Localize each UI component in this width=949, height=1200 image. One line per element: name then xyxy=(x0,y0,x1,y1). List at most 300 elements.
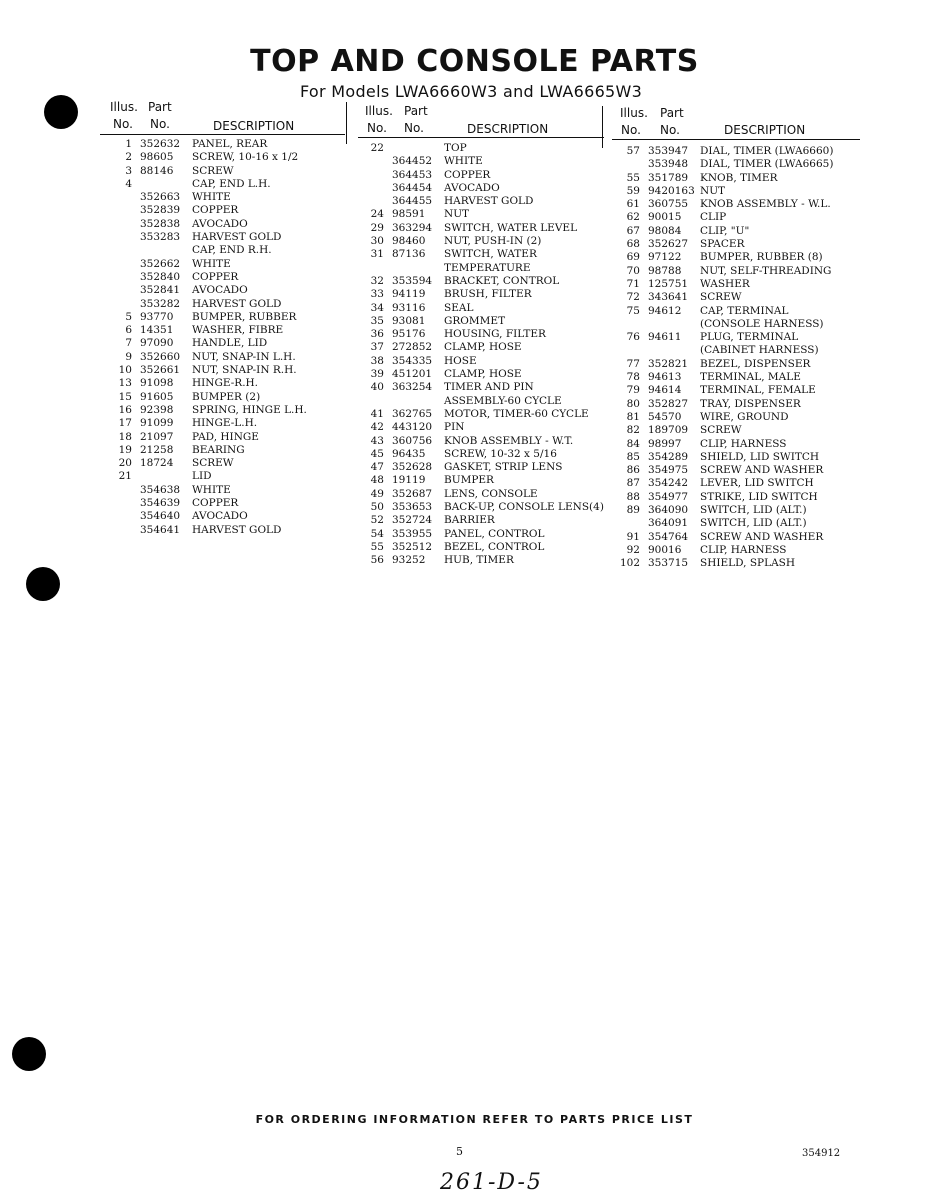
part-description: NUT, SNAP-IN R.H. xyxy=(192,364,297,377)
table-row xyxy=(618,305,863,318)
table-row xyxy=(362,395,607,408)
part-number: 354977 xyxy=(648,490,689,503)
part-number: 451201 xyxy=(392,368,433,381)
part-description: NUT, SELF-THREADING xyxy=(700,264,832,277)
part-number: 272852 xyxy=(392,341,433,354)
table-row xyxy=(618,145,863,158)
illus-number: 71 xyxy=(626,277,640,290)
part-description: HINGE-L.H. xyxy=(192,417,258,430)
part-description: PLUG, TERMINAL xyxy=(700,331,799,344)
illus-number: 84 xyxy=(626,437,640,450)
illus-number: 21 xyxy=(118,470,132,483)
part-number: 443120 xyxy=(392,421,433,434)
illus-number: 57 xyxy=(626,145,640,157)
table-row xyxy=(618,531,863,544)
part-number: 95176 xyxy=(392,328,426,341)
illus-number: 6 xyxy=(125,324,132,337)
part-description: SHIELD, SPLASH xyxy=(700,557,796,570)
table-row xyxy=(618,211,863,224)
table-row xyxy=(362,355,607,368)
part-description: (CABINET HARNESS) xyxy=(700,344,819,357)
part-description: PAD, HINGE xyxy=(192,430,259,443)
part-number: 354242 xyxy=(648,477,689,490)
page-title: TOP AND CONSOLE PARTS xyxy=(250,44,699,79)
part-description: KNOB ASSEMBLY - W.T. xyxy=(444,434,574,447)
table-row xyxy=(362,169,607,182)
table-row xyxy=(110,191,345,204)
column-header xyxy=(362,100,607,136)
illus-number: 59 xyxy=(626,184,640,197)
illus-number: 36 xyxy=(370,328,384,341)
part-number: 352632 xyxy=(140,138,181,150)
part-description: HARVEST GOLD xyxy=(444,195,534,208)
illus-number: 52 xyxy=(370,514,384,527)
table-row xyxy=(362,554,607,567)
illus-number: 34 xyxy=(370,301,384,314)
part-description: HOSE xyxy=(444,354,477,367)
part-description: SPRING, HINGE L.H. xyxy=(192,403,307,416)
parts-list xyxy=(110,138,345,537)
illus-number: 49 xyxy=(370,487,384,500)
table-row xyxy=(618,278,863,291)
part-description: WHITE xyxy=(192,191,231,204)
part-number: 93116 xyxy=(392,301,426,314)
part-number: 98788 xyxy=(648,264,682,277)
table-row xyxy=(110,444,345,457)
part-description: LID xyxy=(192,470,212,483)
part-description: BEZEL, CONTROL xyxy=(444,540,545,553)
part-description: LENS, CONSOLE xyxy=(444,487,538,500)
header-part-no: No. xyxy=(150,117,170,131)
table-row xyxy=(618,411,863,424)
part-description: PANEL, REAR xyxy=(192,138,268,150)
part-description: CLAMP, HOSE xyxy=(444,341,522,354)
illus-number: 72 xyxy=(626,291,640,304)
illus-number: 15 xyxy=(118,390,132,403)
part-description: SCREW xyxy=(700,424,742,437)
parts-column-2 xyxy=(362,100,607,567)
illus-number: 20 xyxy=(118,457,132,470)
header-rule xyxy=(612,139,860,140)
illus-number: 102 xyxy=(619,557,640,570)
illus-number: 70 xyxy=(626,264,640,277)
part-number: 353594 xyxy=(392,274,433,287)
part-description: BEZEL, DISPENSER xyxy=(700,357,811,370)
table-row xyxy=(362,461,607,474)
table-row xyxy=(618,477,863,490)
part-number: 364090 xyxy=(648,504,689,517)
table-row xyxy=(618,225,863,238)
part-number: 352662 xyxy=(140,257,181,270)
part-number: 94119 xyxy=(392,288,426,301)
part-description: HARVEST GOLD xyxy=(192,297,282,310)
illus-number: 68 xyxy=(626,238,640,251)
part-description: BUMPER, RUBBER (8) xyxy=(700,251,823,264)
part-number: 354764 xyxy=(648,530,689,543)
illus-number: 47 xyxy=(370,461,384,474)
table-row xyxy=(110,258,345,271)
part-description: AVOCADO xyxy=(444,181,500,194)
illus-number: 37 xyxy=(370,341,384,354)
part-number: 88146 xyxy=(140,164,174,177)
table-row xyxy=(110,457,345,470)
part-description: WHITE xyxy=(444,155,483,168)
illus-number: 50 xyxy=(370,501,384,514)
illus-number: 92 xyxy=(626,543,640,556)
illus-number: 32 xyxy=(370,274,384,287)
part-number: 19119 xyxy=(392,474,426,487)
part-number: 90015 xyxy=(648,211,682,224)
document-number: 354912 xyxy=(802,1148,841,1159)
illus-number: 29 xyxy=(370,221,384,234)
illus-number: 33 xyxy=(370,288,384,301)
part-description: SCREW AND WASHER xyxy=(700,464,824,477)
table-row xyxy=(110,404,345,417)
table-row xyxy=(110,364,345,377)
illus-number: 62 xyxy=(626,211,640,224)
handwritten-note: 261-D-5 xyxy=(440,1170,543,1195)
part-number: 91098 xyxy=(140,377,174,390)
table-row xyxy=(362,142,607,155)
part-description: COPPER xyxy=(192,497,239,510)
part-description: SWITCH, WATER xyxy=(444,248,537,261)
part-number: 94613 xyxy=(648,371,682,384)
table-row xyxy=(110,298,345,311)
part-number: 364455 xyxy=(392,195,433,208)
table-row xyxy=(110,231,345,244)
part-number: 21097 xyxy=(140,430,174,443)
illus-number: 7 xyxy=(125,337,132,350)
table-row xyxy=(110,324,345,337)
part-description: NUT xyxy=(444,208,470,221)
part-number: 92398 xyxy=(140,403,174,416)
part-description: AVOCADO xyxy=(192,510,248,523)
table-row xyxy=(110,138,345,151)
table-row xyxy=(618,331,863,344)
illus-number: 19 xyxy=(118,443,132,456)
part-number: 90016 xyxy=(648,543,682,556)
parts-column-3 xyxy=(618,100,863,570)
table-row xyxy=(618,198,863,211)
part-number: 363254 xyxy=(392,381,433,394)
table-row xyxy=(618,504,863,517)
part-description: BARRIER xyxy=(444,514,495,527)
header-illus: Illus. xyxy=(620,106,648,120)
part-description: SCREW AND WASHER xyxy=(700,530,824,543)
part-description: SCREW, 10-32 x 5/16 xyxy=(444,447,557,460)
table-row xyxy=(618,185,863,198)
part-description: HOUSING, FILTER xyxy=(444,328,546,341)
part-description: HUB, TIMER xyxy=(444,554,514,567)
illus-number: 87 xyxy=(626,477,640,490)
binder-hole-top xyxy=(44,95,78,129)
part-description: CAP, END R.H. xyxy=(192,244,272,257)
table-row xyxy=(362,435,607,448)
header-rule xyxy=(100,134,345,135)
ordering-note: FOR ORDERING INFORMATION REFER TO PARTS PRICE LIST xyxy=(255,1113,694,1126)
table-row xyxy=(618,464,863,477)
header-description: DESCRIPTION xyxy=(724,123,806,137)
header-rule xyxy=(358,137,604,138)
table-row xyxy=(110,165,345,178)
part-number: 352663 xyxy=(140,191,181,204)
table-row xyxy=(618,291,863,304)
part-number: 91605 xyxy=(140,390,174,403)
part-number: 354638 xyxy=(140,483,181,496)
column-header xyxy=(110,100,345,136)
illus-number: 40 xyxy=(370,381,384,394)
part-number: 189709 xyxy=(648,424,689,437)
table-row xyxy=(618,517,863,530)
part-number: 18724 xyxy=(140,457,174,470)
part-description: CLIP xyxy=(700,211,727,224)
binder-hole-bottom xyxy=(12,1037,46,1071)
part-number: 364091 xyxy=(648,517,689,530)
part-number: 98084 xyxy=(648,224,682,237)
part-description: BEARING xyxy=(192,443,245,456)
illus-number: 88 xyxy=(626,490,640,503)
illus-number: 16 xyxy=(118,403,132,416)
illus-number: 80 xyxy=(626,397,640,410)
table-row xyxy=(362,328,607,341)
part-description: SCREW xyxy=(192,457,234,470)
illus-number: 10 xyxy=(118,364,132,377)
illus-number: 91 xyxy=(626,530,640,543)
table-row xyxy=(110,391,345,404)
parts-list xyxy=(362,142,607,568)
page-subtitle: For Models LWA6660W3 and LWA6665W3 xyxy=(300,82,643,101)
part-description: NUT, PUSH-IN (2) xyxy=(444,235,542,248)
part-number: 354640 xyxy=(140,510,181,523)
part-number: 87136 xyxy=(392,248,426,261)
table-row xyxy=(618,371,863,384)
part-number: 343641 xyxy=(648,291,689,304)
part-description: CLAMP, HOSE xyxy=(444,368,522,381)
part-description: CAP, TERMINAL xyxy=(700,304,789,317)
part-number: 363294 xyxy=(392,221,433,234)
part-description: DIAL, TIMER (LWA6660) xyxy=(700,145,834,157)
part-description: CLIP, HARNESS xyxy=(700,437,787,450)
part-number: 96435 xyxy=(392,447,426,460)
part-number: 360756 xyxy=(392,434,433,447)
illus-number: 86 xyxy=(626,464,640,477)
part-description: HARVEST GOLD xyxy=(192,231,282,244)
table-row xyxy=(110,524,345,537)
table-row xyxy=(362,408,607,421)
table-row xyxy=(362,501,607,514)
column-divider-2 xyxy=(602,106,603,148)
table-row xyxy=(618,557,863,570)
part-number: 354335 xyxy=(392,354,433,367)
part-number: 9420163 xyxy=(648,184,695,197)
table-row xyxy=(618,491,863,504)
part-number: 21258 xyxy=(140,443,174,456)
illus-number: 4 xyxy=(125,177,132,190)
table-row xyxy=(362,541,607,554)
part-description: NUT xyxy=(700,184,726,197)
part-number: 352841 xyxy=(140,284,181,297)
part-number: 91099 xyxy=(140,417,174,430)
part-description: TIMER AND PIN xyxy=(444,381,534,394)
illus-number: 31 xyxy=(370,248,384,261)
part-number: 352687 xyxy=(392,487,433,500)
part-number: 98591 xyxy=(392,208,426,221)
table-row xyxy=(110,470,345,483)
table-row xyxy=(618,438,863,451)
part-description: WIRE, GROUND xyxy=(700,410,789,423)
part-description: SCREW, 10-16 x 1/2 xyxy=(192,151,299,164)
table-row xyxy=(618,344,863,357)
illus-number: 17 xyxy=(118,417,132,430)
illus-number: 41 xyxy=(370,407,384,420)
header-part-no: No. xyxy=(660,123,680,137)
page-number: 5 xyxy=(456,1145,463,1158)
part-number: 353282 xyxy=(140,297,181,310)
table-row xyxy=(110,204,345,217)
part-number: 94611 xyxy=(648,331,682,344)
part-number: 93770 xyxy=(140,310,174,323)
illus-number: 2 xyxy=(125,151,132,164)
part-number: 98605 xyxy=(140,151,174,164)
illus-number: 61 xyxy=(626,198,640,211)
table-row xyxy=(362,368,607,381)
header-illus: Illus. xyxy=(110,100,138,114)
part-description: SHIELD, LID SWITCH xyxy=(700,450,820,463)
part-number: 352839 xyxy=(140,204,181,217)
part-number: 94614 xyxy=(648,384,682,397)
header-part: Part xyxy=(404,104,428,118)
illus-number: 43 xyxy=(370,434,384,447)
illus-number: 54 xyxy=(370,527,384,540)
table-row xyxy=(110,337,345,350)
table-row xyxy=(618,251,863,264)
table-row xyxy=(618,451,863,464)
part-number: 14351 xyxy=(140,324,174,337)
table-row xyxy=(362,235,607,248)
parts-column-1 xyxy=(110,100,345,535)
illus-number: 3 xyxy=(125,164,132,177)
table-row xyxy=(110,497,345,510)
illus-number: 77 xyxy=(626,357,640,370)
table-row xyxy=(110,284,345,297)
table-row xyxy=(618,544,863,557)
part-description: TEMPERATURE xyxy=(444,261,531,274)
part-description: BUMPER xyxy=(444,474,494,487)
part-description: WHITE xyxy=(192,483,231,496)
part-description: BUMPER, RUBBER xyxy=(192,310,297,323)
part-number: 97090 xyxy=(140,337,174,350)
table-row xyxy=(362,155,607,168)
part-description: PIN xyxy=(444,421,465,434)
part-description: KNOB, TIMER xyxy=(700,171,778,184)
part-number: 352661 xyxy=(140,364,181,377)
illus-number: 13 xyxy=(118,377,132,390)
part-description: HINGE-R.H. xyxy=(192,377,259,390)
illus-number: 48 xyxy=(370,474,384,487)
binder-hole-middle xyxy=(26,567,60,601)
part-description: TERMINAL, FEMALE xyxy=(700,384,816,397)
table-row xyxy=(362,275,607,288)
part-number: 352627 xyxy=(648,238,689,251)
illus-number: 56 xyxy=(370,554,384,567)
table-row xyxy=(110,377,345,390)
table-row xyxy=(110,311,345,324)
table-row xyxy=(362,474,607,487)
column-divider-1 xyxy=(346,102,347,144)
part-number: 352838 xyxy=(140,217,181,230)
part-number: 125751 xyxy=(648,277,689,290)
table-row xyxy=(618,172,863,185)
header-illus-no: No. xyxy=(367,121,387,135)
part-number: 354289 xyxy=(648,450,689,463)
part-description: WASHER, FIBRE xyxy=(192,324,284,337)
part-number: 353955 xyxy=(392,527,433,540)
table-row xyxy=(618,265,863,278)
part-number: 353653 xyxy=(392,501,433,514)
illus-number: 75 xyxy=(626,304,640,317)
header-illus-no: No. xyxy=(621,123,641,137)
illus-number: 89 xyxy=(626,504,640,517)
header-illus-no: No. xyxy=(113,117,133,131)
illus-number: 67 xyxy=(626,224,640,237)
part-description: AVOCADO xyxy=(192,284,248,297)
part-description: SPACER xyxy=(700,238,745,251)
illus-number: 69 xyxy=(626,251,640,264)
table-row xyxy=(362,488,607,501)
part-description: BRACKET, CONTROL xyxy=(444,274,560,287)
table-row xyxy=(362,248,607,261)
table-row xyxy=(110,244,345,257)
part-description: NUT, SNAP-IN L.H. xyxy=(192,350,296,363)
illus-number: 76 xyxy=(626,331,640,344)
table-row xyxy=(362,341,607,354)
part-description: HARVEST GOLD xyxy=(192,523,282,536)
part-description: COPPER xyxy=(192,270,239,283)
part-number: 354975 xyxy=(648,464,689,477)
part-number: 360755 xyxy=(648,198,689,211)
illus-number: 18 xyxy=(118,430,132,443)
table-row xyxy=(362,381,607,394)
illus-number: 82 xyxy=(626,424,640,437)
part-number: 354639 xyxy=(140,497,181,510)
illus-number: 55 xyxy=(370,540,384,553)
part-number: 94612 xyxy=(648,304,682,317)
illus-number: 42 xyxy=(370,421,384,434)
illus-number: 24 xyxy=(370,208,384,221)
part-number: 362765 xyxy=(392,407,433,420)
table-row xyxy=(110,417,345,430)
part-description: SWITCH, LID (ALT.) xyxy=(700,504,807,517)
illus-number: 79 xyxy=(626,384,640,397)
part-description: SCREW xyxy=(192,164,234,177)
table-row xyxy=(110,351,345,364)
part-number: 354641 xyxy=(140,523,181,536)
table-row xyxy=(618,358,863,371)
table-row xyxy=(110,218,345,231)
part-description: ASSEMBLY-60 CYCLE xyxy=(444,394,562,407)
part-description: CLIP, "U" xyxy=(700,224,750,237)
part-number: 98460 xyxy=(392,235,426,248)
header-description: DESCRIPTION xyxy=(467,122,549,136)
illus-number: 35 xyxy=(370,314,384,327)
part-description: LEVER, LID SWITCH xyxy=(700,477,814,490)
part-description: WASHER xyxy=(700,277,750,290)
part-description: MOTOR, TIMER-60 CYCLE xyxy=(444,407,589,420)
illus-number: 85 xyxy=(626,450,640,463)
part-number: 364453 xyxy=(392,168,433,181)
part-description: TRAY, DISPENSER xyxy=(700,397,801,410)
table-row xyxy=(618,238,863,251)
